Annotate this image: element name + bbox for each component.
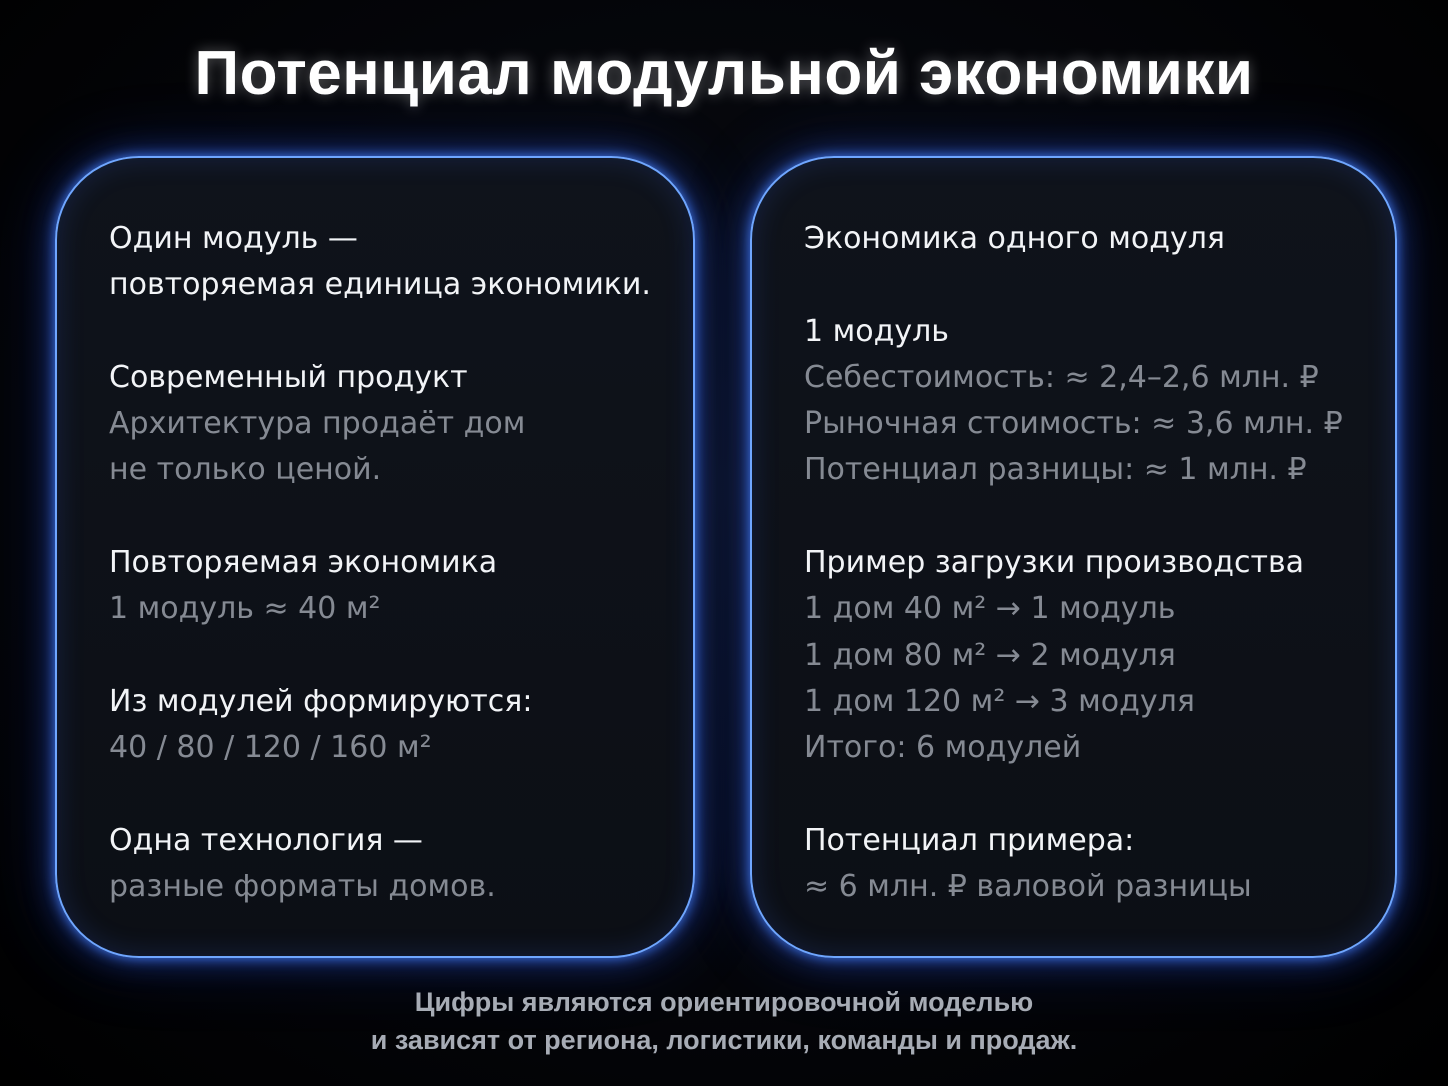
block-text: Архитектура продаёт дом <box>109 406 526 442</box>
block-heading: Повторяемая экономика <box>109 545 498 581</box>
page-title: Потенциал модульной экономики <box>194 39 1254 108</box>
footnote-line: Цифры являются ориентировочной моделью <box>414 987 1034 1017</box>
block-text: не только ценой. <box>109 452 382 488</box>
block-text: 1 модуль ≈ 40 м² <box>109 591 381 627</box>
block-text: Рыночная стоимость: ≈ 3,6 млн. ₽ <box>804 406 1343 442</box>
block-text: разные форматы домов. <box>109 869 496 905</box>
block-heading: Один модуль — <box>109 221 358 256</box>
spacer <box>109 309 673 355</box>
right-card <box>750 156 1397 958</box>
block-text: 1 дом 80 м² → 2 модуля <box>804 637 1176 673</box>
block-heading: Потенциал примера: <box>804 822 1135 858</box>
block-heading: Пример загрузки производства <box>804 545 1305 581</box>
block-heading: повторяемая единица экономики. <box>109 267 651 303</box>
spacer <box>109 633 673 679</box>
spacer <box>109 772 673 818</box>
block-text: Потенциал разницы: ≈ 1 млн. ₽ <box>804 452 1307 488</box>
footnote <box>0 983 1448 1059</box>
block-text: 1 дом 120 м² → 3 модуля <box>804 683 1195 719</box>
spacer <box>109 494 673 540</box>
block-text: Себестоимость: ≈ 2,4–2,6 млн. ₽ <box>804 359 1319 395</box>
block-text: 40 / 80 / 120 / 160 м² <box>109 730 432 766</box>
block-heading: Одна технология — <box>109 822 423 858</box>
right-card-content <box>804 216 1375 910</box>
card-heading: Экономика одного модуля <box>804 221 1225 256</box>
block-heading: 1 модуль <box>804 313 949 349</box>
left-card-content <box>109 216 673 910</box>
left-card <box>55 156 695 958</box>
spacer <box>804 772 1375 818</box>
block-text: Итого: 6 модулей <box>804 730 1082 766</box>
spacer <box>804 494 1375 540</box>
footnote-line: и зависят от региона, логистики, команды и продаж. <box>370 1025 1078 1055</box>
block-heading: Из модулей формируются: <box>109 683 533 719</box>
spacer <box>804 262 1375 308</box>
block-text: ≈ 6 млн. ₽ валовой разницы <box>804 869 1252 905</box>
block-heading: Современный продукт <box>109 359 468 395</box>
block-text: 1 дом 40 м² → 1 модуль <box>804 591 1176 627</box>
